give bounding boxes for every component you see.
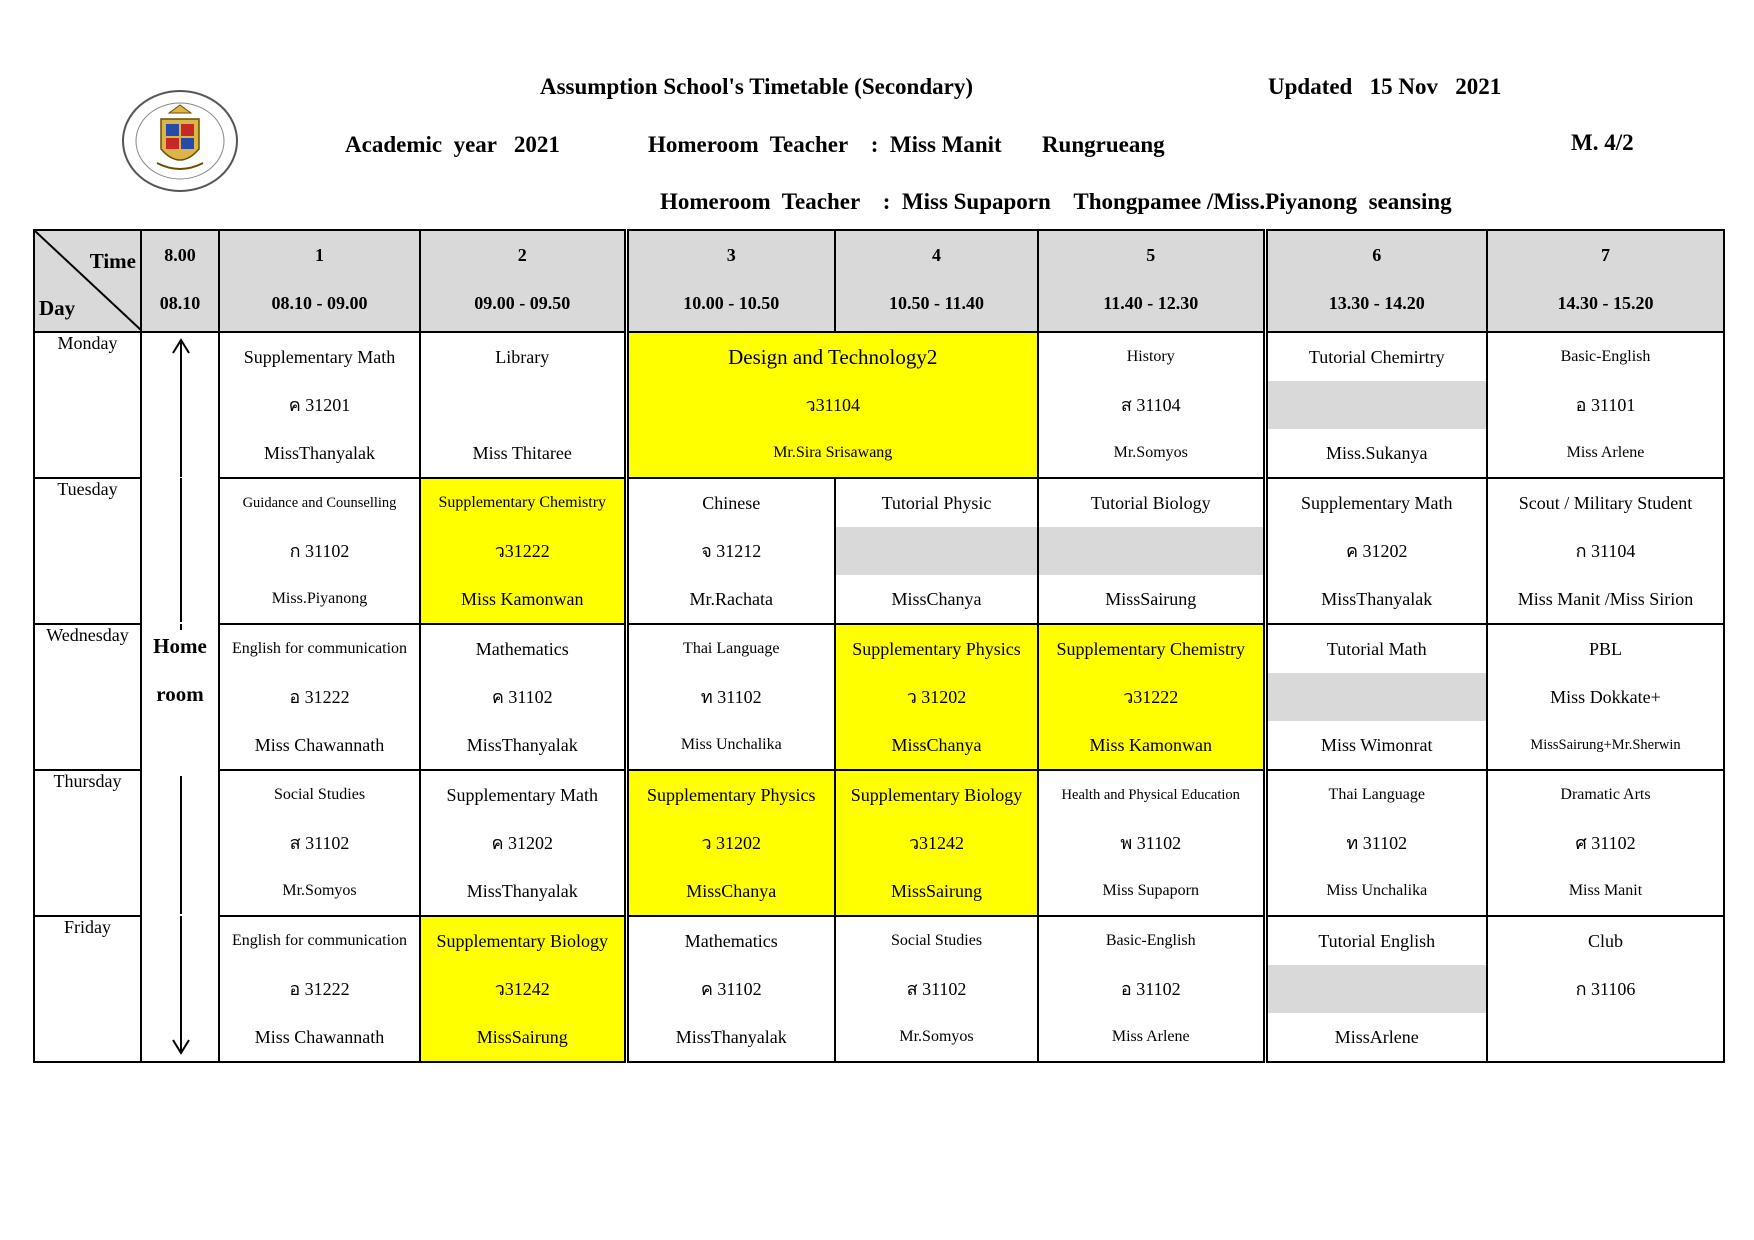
subject-code <box>421 381 624 429</box>
subject-name: Supplementary Math <box>1301 493 1453 513</box>
period-number: 3 <box>726 245 736 265</box>
day-label: Friday <box>34 916 141 1062</box>
teacher-name: MissThanyalak <box>675 1027 787 1047</box>
day-row-monday <box>34 332 1724 478</box>
homeroom-column <box>141 770 219 916</box>
period-time: 09.00 - 09.50 <box>474 293 571 313</box>
class-cell <box>835 916 1038 1062</box>
class-cell <box>219 478 420 624</box>
subject-name: Supplementary Biology <box>850 785 1023 805</box>
subject-name: English for communication <box>231 640 408 657</box>
subject-name: Supplementary Physics <box>647 785 816 805</box>
teacher-name: Miss.Piyanong <box>271 590 368 607</box>
empty-code-slot <box>1266 965 1488 1013</box>
subject-code: ว31222 <box>1123 687 1179 707</box>
arrow-down-icon <box>142 916 219 1060</box>
teacher-name: Miss Manit /Miss Sirion <box>1517 589 1694 609</box>
teacher-name: MissChanya <box>891 589 982 609</box>
subject-name: Tutorial Math <box>1326 639 1427 659</box>
subject-name: Supplementary Physics <box>852 639 1021 659</box>
teacher-name: MissThanyalak <box>1321 589 1433 609</box>
class-cell <box>1265 332 1487 478</box>
subject-code: ว 31202 <box>701 833 762 853</box>
day-row-thursday <box>34 770 1724 916</box>
class-cell-highlighted <box>626 332 1038 478</box>
subject-code: ก 31104 <box>1575 541 1636 561</box>
school-logo <box>121 89 239 193</box>
teacher-name: Miss Unchalika <box>680 736 782 753</box>
teacher-name: MissArlene <box>1334 1027 1419 1047</box>
period-header <box>219 230 420 332</box>
subject-name: Supplementary Biology <box>436 931 608 951</box>
homeroom-column <box>141 624 219 770</box>
subject-name: Design and Technology2 <box>728 345 938 369</box>
teacher-name: MissThanyalak <box>466 881 578 901</box>
period-number: 2 <box>517 245 527 265</box>
timetable <box>33 229 1725 1063</box>
subject-code: ว31242 <box>908 833 965 853</box>
subject-code: ค 31102 <box>700 979 762 999</box>
period-time: 14.30 - 15.20 <box>1557 293 1654 313</box>
vertical-line <box>180 624 182 630</box>
subject-name: Tutorial Chemirtry <box>1308 347 1445 367</box>
subject-name: Thai Language <box>683 640 780 657</box>
teacher-name: Miss Thitaree <box>472 443 572 463</box>
homeroom-label-line2: room <box>156 682 204 706</box>
class-cell <box>626 478 835 624</box>
subject-code: ค 31201 <box>288 395 351 415</box>
period-time: 10.50 - 11.40 <box>888 293 984 313</box>
teacher-name: Miss Unchalika <box>1326 882 1428 899</box>
subject-code: ว31222 <box>494 541 550 561</box>
subject-code: จ 31212 <box>701 541 762 561</box>
class-cell <box>1487 624 1724 770</box>
teacher-name <box>1488 1013 1723 1061</box>
class-cell <box>420 332 626 478</box>
day-row-wednesday <box>34 624 1724 770</box>
empty-code-slot <box>835 527 1038 575</box>
teacher-name: Mr.Somyos <box>899 1028 974 1045</box>
period-number: 8.00 <box>164 245 196 265</box>
class-cell-highlighted <box>835 624 1038 770</box>
subject-code: อ 31102 <box>1120 979 1181 999</box>
class-name: M. 4/2 <box>1571 130 1634 155</box>
teacher-name: Mr.Rachata <box>689 589 773 609</box>
class-cell <box>1038 770 1265 916</box>
period-header <box>835 230 1038 332</box>
empty-code-slot <box>1266 381 1488 429</box>
subject-name: Supplementary Chemistry <box>438 494 607 511</box>
subject-name: Tutorial Physic <box>881 493 992 513</box>
subject-name: Club <box>1587 931 1623 951</box>
teacher-name: Miss Manit <box>1568 882 1643 899</box>
empty-code-slot <box>1266 673 1488 721</box>
subject-code: ค 31202 <box>1345 541 1408 561</box>
subject-code: ว 31202 <box>906 687 967 707</box>
class-cell <box>1265 770 1487 916</box>
teacher-name: Miss Wimonrat <box>1321 735 1433 755</box>
day-row-friday <box>34 916 1724 1062</box>
subject-name: Chinese <box>702 493 761 513</box>
teacher-name: Miss Kamonwan <box>1089 735 1212 755</box>
teacher-name: Miss.Sukanya <box>1325 443 1428 463</box>
corner-cell <box>34 230 141 332</box>
subject-name: PBL <box>1588 639 1622 659</box>
class-cell <box>1265 624 1487 770</box>
teacher-name: MissThanyalak <box>466 735 578 755</box>
class-cell <box>420 624 626 770</box>
subject-name: Supplementary Math <box>243 347 396 367</box>
teacher-name: MissChanya <box>891 735 982 755</box>
subject-name: Thai Language <box>1328 786 1425 803</box>
period-number: 5 <box>1146 245 1156 265</box>
period-header <box>420 230 626 332</box>
vertical-line <box>180 478 182 622</box>
period-time: 08.10 <box>159 293 201 313</box>
class-cell-highlighted <box>420 916 626 1062</box>
subject-name: Library <box>495 347 550 367</box>
period-number: 1 <box>315 245 324 265</box>
subject-code: อ 31222 <box>289 687 350 707</box>
subject-code: ท 31102 <box>700 687 762 707</box>
teacher-name: MissSairung+Mr.Sherwin <box>1530 737 1681 753</box>
class-cell <box>1487 916 1724 1062</box>
period-number: 4 <box>932 245 941 265</box>
subject-name: Mathematics <box>684 931 778 951</box>
subject-code: ก 31106 <box>1575 979 1636 999</box>
class-cell <box>1265 916 1487 1062</box>
homeroom-teacher-secondary: Homeroom Teacher : Miss Supaporn Thongpamee /Miss.Piyanong seansing <box>660 189 1452 214</box>
subject-code: ท 31102 <box>1346 833 1408 853</box>
period-header <box>626 230 835 332</box>
homeroom-column <box>141 332 219 478</box>
subject-code: ค 31202 <box>491 833 554 853</box>
period-header-homeroom <box>141 230 219 332</box>
class-cell-highlighted <box>835 770 1038 916</box>
subject-name: Basic-English <box>1560 348 1651 365</box>
header-row <box>34 230 1724 332</box>
subject-name: Guidance and Counselling <box>242 495 397 511</box>
class-cell-highlighted <box>420 478 626 624</box>
teacher-name: MissSairung <box>890 881 982 901</box>
day-label: Monday <box>34 332 141 478</box>
subject-name: History <box>1126 348 1175 365</box>
subject-code: ค 31102 <box>491 687 553 707</box>
class-cell <box>835 478 1038 624</box>
subject-name: Health and Physical Education <box>1061 787 1240 803</box>
day-label: Tuesday <box>34 478 141 624</box>
subject-code: ว31242 <box>494 979 550 999</box>
subject-code: พ 31102 <box>1120 833 1182 853</box>
homeroom-label-line1: Home <box>153 634 207 658</box>
class-cell <box>1038 916 1265 1062</box>
subject-name: Mathematics <box>475 639 569 659</box>
page-title: Assumption School's Timetable (Secondary) <box>540 74 974 99</box>
subject-name: Supplementary Chemistry <box>1056 639 1245 659</box>
subject-code: Miss Dokkate+ <box>1550 687 1661 707</box>
homeroom-column <box>141 916 219 1062</box>
subject-name: Tutorial Biology <box>1090 493 1211 513</box>
subject-name: Dramatic Arts <box>1560 786 1651 803</box>
period-header <box>1265 230 1487 332</box>
subject-code: ศ 31102 <box>1575 833 1636 853</box>
subject-code: ส 31102 <box>289 833 350 853</box>
class-cell <box>219 332 420 478</box>
teacher-name: MissChanya <box>686 881 777 901</box>
class-cell <box>219 770 420 916</box>
teacher-name: Mr.Somyos <box>1113 444 1188 461</box>
class-cell <box>1265 478 1487 624</box>
class-cell <box>1487 770 1724 916</box>
arrow-up-icon <box>142 333 219 477</box>
class-cell <box>626 916 835 1062</box>
teacher-name: Miss Supaporn <box>1102 882 1199 899</box>
period-time: 08.10 - 09.00 <box>271 293 368 313</box>
teacher-name: Miss Arlene <box>1111 1028 1190 1045</box>
class-cell <box>1038 332 1265 478</box>
homeroom-column <box>141 478 219 624</box>
class-cell <box>1487 332 1724 478</box>
homeroom-teacher-primary: Homeroom Teacher : Miss Manit Rungrueang <box>648 132 1165 157</box>
subject-code: ก 31102 <box>289 541 350 561</box>
updated-date: Updated 15 Nov 2021 <box>1268 74 1502 99</box>
teacher-name: Miss Chawannath <box>254 735 385 755</box>
subject-code: ว31104 <box>805 395 860 415</box>
period-number: 6 <box>1372 245 1382 265</box>
subject-name: Tutorial English <box>1318 931 1436 951</box>
teacher-name: Miss Kamonwan <box>461 589 584 609</box>
subject-code: อ 31101 <box>1575 395 1636 415</box>
subject-name: Social Studies <box>890 932 983 949</box>
subject-code: ส 31104 <box>1120 395 1181 415</box>
period-time: 11.40 - 12.30 <box>1103 293 1199 313</box>
subject-code: อ 31222 <box>289 979 350 999</box>
vertical-line <box>180 776 182 914</box>
subject-code: ส 31102 <box>906 979 967 999</box>
day-row-tuesday <box>34 478 1724 624</box>
teacher-name: MissSairung <box>476 1027 568 1047</box>
teacher-name: Miss Chawannath <box>254 1027 385 1047</box>
subject-name: Social Studies <box>273 786 366 803</box>
day-label: Thursday <box>34 770 141 916</box>
empty-code-slot <box>1038 527 1265 575</box>
day-label: Wednesday <box>34 624 141 770</box>
class-cell <box>1487 478 1724 624</box>
subject-name: Supplementary Math <box>446 785 598 805</box>
period-time: 10.00 - 10.50 <box>683 293 780 313</box>
academic-year: Academic year 2021 <box>345 132 560 157</box>
teacher-name: Miss Arlene <box>1566 444 1645 461</box>
class-cell <box>219 916 420 1062</box>
class-cell <box>219 624 420 770</box>
subject-name: Scout / Military Student <box>1518 493 1693 513</box>
period-header <box>1487 230 1724 332</box>
class-cell <box>1038 478 1265 624</box>
subject-name: Basic-English <box>1105 932 1196 949</box>
period-number: 7 <box>1601 245 1610 265</box>
class-cell <box>626 624 835 770</box>
period-header <box>1038 230 1265 332</box>
teacher-name: MissSairung <box>1105 589 1197 609</box>
corner-day-label: Day <box>39 296 76 320</box>
subject-name: English for communication <box>231 932 408 949</box>
teacher-name: Mr.Sira Srisawang <box>773 444 893 461</box>
corner-time-label: Time <box>89 249 136 273</box>
period-time: 13.30 - 14.20 <box>1328 293 1425 313</box>
class-cell-highlighted <box>626 770 835 916</box>
teacher-name: MissThanyalak <box>264 443 375 463</box>
teacher-name: Mr.Somyos <box>282 882 357 899</box>
class-cell-highlighted <box>1038 624 1265 770</box>
class-cell <box>420 770 626 916</box>
